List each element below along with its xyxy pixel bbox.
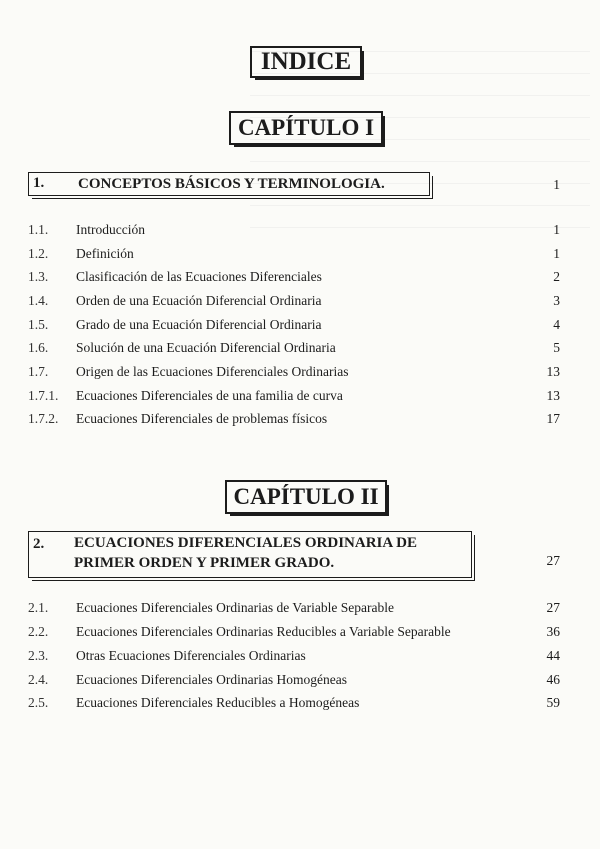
entry-number: 2.4. (28, 672, 49, 687)
entry-page: 1 (553, 246, 560, 261)
toc-entry[interactable] (28, 338, 568, 358)
entry-number: 1.4. (28, 293, 49, 308)
entry-page: 46 (546, 672, 560, 687)
entry-title: Definición (76, 246, 134, 261)
entry-number: 2.1. (28, 600, 49, 615)
section-2-page: 27 (546, 553, 560, 568)
section-1-number: 1. (33, 175, 45, 191)
toc-entry[interactable] (28, 291, 568, 311)
entry-page: 13 (546, 364, 560, 379)
toc-entry[interactable] (28, 315, 568, 335)
chapter-2-heading: CAPÍTULO II (225, 480, 387, 514)
entry-page: 1 (553, 222, 560, 237)
toc-entry[interactable] (28, 267, 568, 287)
entry-page: 27 (546, 600, 560, 615)
toc-entry[interactable] (28, 244, 568, 264)
entry-title: Orden de una Ecuación Diferencial Ordinaria (76, 293, 322, 308)
section-1-page: 1 (553, 177, 560, 192)
entry-page: 4 (553, 317, 560, 332)
entry-number: 1.6. (28, 340, 49, 355)
entry-title: Ecuaciones Diferenciales Ordinarias Reducibles a Variable Separable (76, 624, 451, 639)
entry-page: 59 (546, 695, 560, 710)
index-title: INDICE (250, 46, 362, 78)
entry-title: Ecuaciones Diferenciales de una familia de curva (76, 388, 343, 403)
toc-entry[interactable] (28, 646, 568, 666)
toc-entry[interactable] (28, 622, 568, 642)
entry-number: 1.7.2. (28, 411, 59, 426)
chapter-1-heading: CAPÍTULO I (229, 111, 383, 145)
entry-title: Ecuaciones Diferenciales Ordinarias de Variable Separable (76, 600, 394, 615)
entry-title: Clasificación de las Ecuaciones Diferenciales (76, 269, 322, 284)
toc-entry[interactable] (28, 386, 568, 406)
entry-number: 2.2. (28, 624, 49, 639)
section-2-title-line1: ECUACIONES DIFERENCIALES ORDINARIA DE (74, 535, 417, 551)
entry-title: Grado de una Ecuación Diferencial Ordinaria (76, 317, 322, 332)
section-2-number: 2. (33, 536, 45, 552)
entry-page: 5 (553, 340, 560, 355)
entry-number: 1.7.1. (28, 388, 59, 403)
entry-page: 13 (546, 388, 560, 403)
entry-number: 1.7. (28, 364, 49, 379)
toc-entry[interactable] (28, 220, 568, 240)
toc-entry[interactable] (28, 598, 568, 618)
section-2-title-line2: PRIMER ORDEN Y PRIMER GRADO. (74, 555, 335, 571)
entry-page: 3 (553, 293, 560, 308)
entry-number: 1.1. (28, 222, 49, 237)
entry-number: 2.5. (28, 695, 49, 710)
entry-number: 1.5. (28, 317, 49, 332)
entry-title: Solución de una Ecuación Diferencial Ordinaria (76, 340, 336, 355)
entry-title: Introducción (76, 222, 145, 237)
toc-entry[interactable] (28, 670, 568, 690)
entry-title: Origen de las Ecuaciones Diferenciales Ordinarias (76, 364, 349, 379)
entry-page: 17 (546, 411, 560, 426)
entry-number: 1.3. (28, 269, 49, 284)
entry-page: 36 (546, 624, 560, 639)
entry-number: 1.2. (28, 246, 49, 261)
toc-entry[interactable] (28, 409, 568, 429)
entry-page: 44 (546, 648, 560, 663)
section-1-title: CONCEPTOS BÁSICOS Y TERMINOLOGIA. (78, 176, 385, 192)
entry-page: 2 (553, 269, 560, 284)
entry-title: Otras Ecuaciones Diferenciales Ordinarias (76, 648, 306, 663)
toc-entry[interactable] (28, 693, 568, 713)
entry-title: Ecuaciones Diferenciales Ordinarias Homogéneas (76, 672, 348, 687)
entry-title: Ecuaciones Diferenciales Reducibles a Homogéneas (76, 695, 360, 710)
entry-number: 2.3. (28, 648, 49, 663)
toc-entry[interactable] (28, 362, 568, 382)
entry-title: Ecuaciones Diferenciales de problemas físicos (76, 411, 328, 426)
